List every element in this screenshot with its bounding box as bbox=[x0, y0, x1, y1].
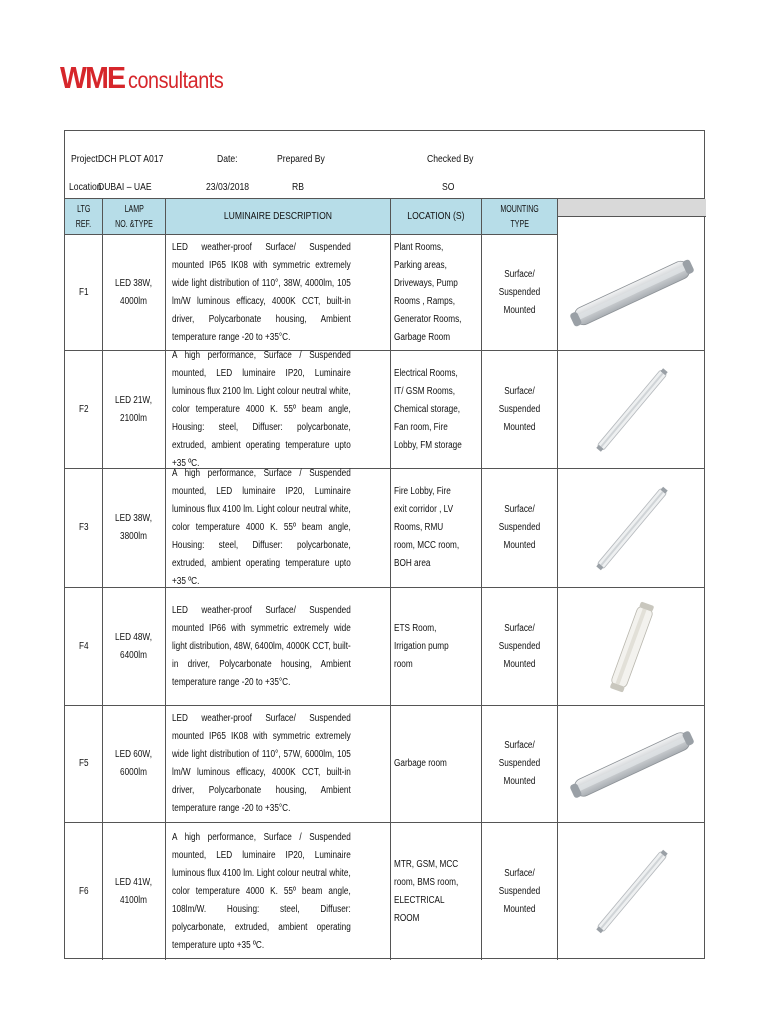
lamp-cell: LED 41W, 4100lm bbox=[103, 823, 166, 960]
location-cell: Electrical Rooms, IT/ GSM Rooms, Chemical storage, Fan room, Fire Lobby, FM storage bbox=[391, 351, 482, 468]
header-lamp-type: LAMP NO. &TYPE bbox=[103, 199, 166, 235]
prepared-by-label: Prepared By bbox=[277, 153, 325, 165]
lamp-cell: LED 60W, 6000lm bbox=[103, 706, 166, 822]
company-logo bbox=[60, 60, 239, 94]
batten-fixture-icon bbox=[558, 351, 706, 469]
description-cell: A high performance, Surface / Suspended mounted, LED luminaire IP20, Luminaire luminous flux 4100 lm. Light colour neutral white, color temperature 4000 K. 55º beam angle, 108lm/W. Housing: steel, Diffuser: polycarbonate, extruded, ambient operating temperature upto +35 ºC. bbox=[166, 823, 391, 960]
logo-mark: WME bbox=[60, 60, 125, 95]
checked-by-label: Checked By bbox=[427, 153, 474, 165]
description-cell: LED weather-proof Surface/ Suspended mounted IP66 with symmetric extremely wide light distribution, 48W, 6400lm, 4000K CCT, built-in driver, Polycarbonate housing, Ambient temperature range -20 to +35°C. bbox=[166, 588, 391, 705]
ltg-ref-cell: F5 bbox=[65, 706, 103, 822]
location-cell: Plant Rooms, Parking areas, Driveways, Pump Rooms , Ramps, Generator Rooms, Garbage Room bbox=[391, 235, 482, 350]
location-value: DUBAI – UAE bbox=[98, 181, 152, 193]
location-cell: MTR, GSM, MCC room, BMS room, ELECTRICAL ROOM bbox=[391, 823, 482, 960]
fixture-image-cell bbox=[558, 588, 706, 705]
project-value: DCH PLOT A017 bbox=[98, 153, 164, 165]
header-luminaire-description: LUMINAIRE DESCRIPTION bbox=[166, 199, 391, 235]
schedule-body bbox=[65, 235, 704, 960]
fixture-image-cell bbox=[558, 823, 706, 960]
location-cell: Fire Lobby, Fire exit corridor , LV Rooms, RMU room, MCC room, BOH area bbox=[391, 469, 482, 587]
batten-fixture-icon bbox=[558, 469, 706, 588]
date-label: Date: bbox=[217, 153, 238, 165]
mounting-cell: Surface/ Suspended Mounted bbox=[482, 823, 558, 960]
lamp-cell: LED 38W, 4000lm bbox=[103, 235, 166, 350]
lamp-cell: LED 21W, 2100lm bbox=[103, 351, 166, 468]
mounting-cell: Surface/ Suspended Mounted bbox=[482, 469, 558, 587]
logo-text: consultants bbox=[127, 67, 224, 93]
description-cell: A high performance, Surface / Suspended mounted, LED luminaire IP20, Luminaire luminous flux 2100 lm. Light colour neutral white, color temperature 4000 K. 55º beam angle, Housing: steel, Diffuser: polycarbonate, extruded, ambient operating temperature upto +35 ºC. bbox=[166, 351, 391, 468]
description-cell: A high performance, Surface / Suspended mounted, LED luminaire IP20, Luminaire luminous flux 4100 lm. Light colour neutral white, color temperature 4000 K. 55º beam angle, Housing: steel, Diffuser: polycarbonate, extruded, ambient operating temperature upto +35 ºC. bbox=[166, 469, 391, 587]
date-value: 23/03/2018 bbox=[206, 181, 250, 193]
fixture-image-cell bbox=[558, 706, 706, 822]
lamp-cell: LED 38W, 3800lm bbox=[103, 469, 166, 587]
fixture-image-cell bbox=[558, 351, 706, 468]
ltg-ref-cell: F4 bbox=[65, 588, 103, 705]
mounting-cell: Surface/ Suspended Mounted bbox=[482, 706, 558, 822]
table-row bbox=[65, 351, 704, 469]
weatherproof-fixture-icon bbox=[558, 706, 706, 823]
table-row bbox=[65, 235, 704, 351]
lamp-cell: LED 48W, 6400lm bbox=[103, 588, 166, 705]
table-row bbox=[65, 469, 704, 588]
ltg-ref-cell: F3 bbox=[65, 469, 103, 587]
table-row bbox=[65, 823, 704, 960]
header-ltg-ref: LTG REF. bbox=[65, 199, 103, 235]
mounting-cell: Surface/ Suspended Mounted bbox=[482, 351, 558, 468]
checked-by-value: SO bbox=[442, 181, 455, 193]
ltg-ref-cell: F2 bbox=[65, 351, 103, 468]
luminaire-schedule-table bbox=[64, 130, 705, 959]
mounting-cell: Surface/ Suspended Mounted bbox=[482, 235, 558, 350]
project-info-block bbox=[65, 131, 704, 199]
location-cell: Garbage room bbox=[391, 706, 482, 822]
header-mounting-type: MOUNTING TYPE bbox=[482, 199, 558, 235]
fixture-image-cell bbox=[558, 235, 706, 350]
ltg-ref-cell: F6 bbox=[65, 823, 103, 960]
project-label: Project: bbox=[71, 153, 101, 165]
header-location: LOCATION (S) bbox=[391, 199, 482, 235]
location-label: Location bbox=[69, 181, 102, 193]
batten-fixture-icon bbox=[558, 823, 706, 960]
fixture-image-cell bbox=[558, 469, 706, 587]
weatherproof-fixture-icon bbox=[558, 235, 706, 351]
description-cell: LED weather-proof Surface/ Suspended mounted IP65 IK08 with symmetric extremely wide light distribution of 110°, 57W, 6000lm, 105 lm/W luminous efficacy, 4000K CCT, built-in driver, Polycarbonate housing, Ambient temperature range -20 to +35°C. bbox=[166, 706, 391, 822]
mounting-cell: Surface/ Suspended Mounted bbox=[482, 588, 558, 705]
header-image bbox=[558, 199, 706, 217]
description-cell: LED weather-proof Surface/ Suspended mounted IP65 IK08 with symmetric extremely wide light distribution of 110°, 38W, 4000lm, 105 lm/W luminous efficacy, 4000K CCT, built-in driver, Polycarbonate housing, Ambient temperature range -20 to +35°C. bbox=[166, 235, 391, 350]
tube-fixture-icon bbox=[558, 588, 706, 706]
table-row bbox=[65, 588, 704, 706]
ltg-ref-cell: F1 bbox=[65, 235, 103, 350]
location-cell: ETS Room, Irrigation pump room bbox=[391, 588, 482, 705]
prepared-by-value: RB bbox=[292, 181, 304, 193]
table-row bbox=[65, 706, 704, 823]
